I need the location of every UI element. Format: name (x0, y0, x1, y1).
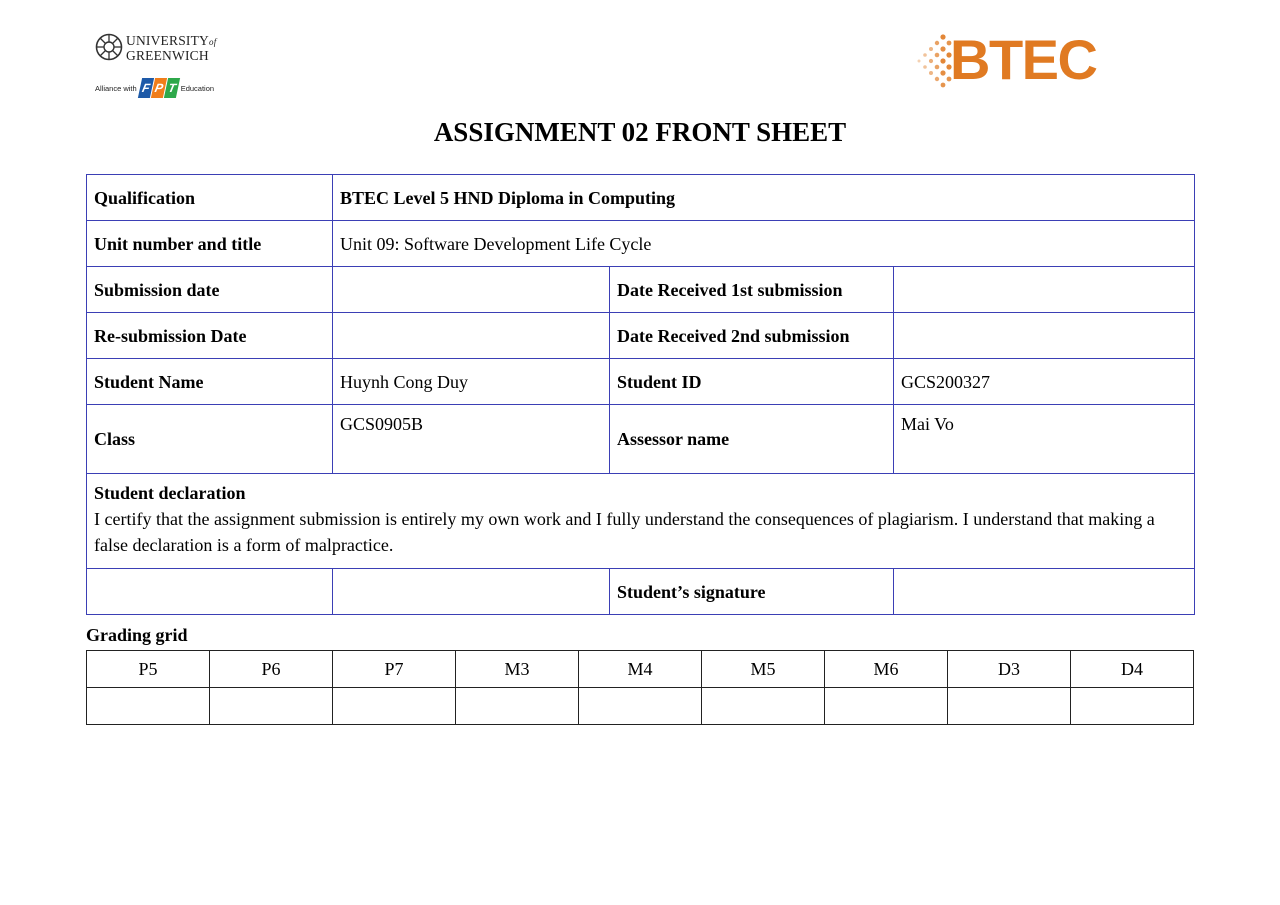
submission-date-row (87, 267, 1195, 313)
unit-label: Unit number and title (87, 221, 333, 267)
criterion-cell: M4 (579, 651, 702, 688)
grade-cell (702, 688, 825, 725)
date-received-2-label: Date Received 2nd submission (610, 313, 894, 359)
criterion-cell: P5 (87, 651, 210, 688)
criterion-cell: D4 (1071, 651, 1194, 688)
date-received-1-value (894, 267, 1195, 313)
declaration-cell (87, 474, 1195, 569)
fpt-letter-f: F (138, 78, 154, 98)
class-value: GCS0905B (333, 405, 610, 474)
resubmission-date-value (333, 313, 610, 359)
qualification-value: BTEC Level 5 HND Diploma in Computing (333, 175, 1195, 221)
class-label: Class (87, 405, 333, 474)
signature-value (894, 569, 1195, 615)
signature-blank-2 (333, 569, 610, 615)
university-of-greenwich-logo (95, 33, 225, 99)
declaration-text: I certify that the assignment submission is entirely my own work and I fully understand the consequences of plagiarism. I understand that making a false declaration is a form of malpractice. (94, 509, 1155, 555)
assessor-label: Assessor name (610, 405, 894, 474)
criteria-row (87, 651, 1194, 688)
fpt-letter-t: T (164, 78, 180, 98)
criterion-cell: M3 (456, 651, 579, 688)
date-received-2-value (894, 313, 1195, 359)
btec-dots-icon (915, 33, 955, 91)
submission-date-label: Submission date (87, 267, 333, 313)
grade-cell (948, 688, 1071, 725)
signature-row (87, 569, 1195, 615)
alliance-prefix: Alliance with (95, 83, 137, 93)
criterion-cell: D3 (948, 651, 1071, 688)
criterion-cell: P7 (333, 651, 456, 688)
qualification-label: Qualification (87, 175, 333, 221)
page-title: ASSIGNMENT 02 FRONT SHEET (433, 117, 847, 147)
grade-cell (333, 688, 456, 725)
fpt-letter-p: P (151, 78, 167, 98)
grades-row (87, 688, 1194, 725)
fpt-logo (140, 78, 178, 98)
grade-cell (87, 688, 210, 725)
declaration-heading: Student declaration (94, 483, 246, 503)
btec-wordmark: BTEC (950, 28, 1097, 91)
class-row (87, 405, 1195, 474)
signature-label: Student’s signature (610, 569, 894, 615)
university-name: UNIVERSITYof GREENWICH (126, 33, 217, 63)
submission-date-value (333, 267, 610, 313)
qualification-row (87, 175, 1195, 221)
unit-value: Unit 09: Software Development Life Cycle (333, 221, 1195, 267)
grade-cell (825, 688, 948, 725)
criterion-cell: M5 (702, 651, 825, 688)
resubmission-date-row (87, 313, 1195, 359)
fpt-alliance (95, 77, 214, 99)
btec-logo (915, 28, 1105, 93)
criterion-cell: M6 (825, 651, 948, 688)
grade-cell (579, 688, 702, 725)
grading-grid-table (86, 650, 1194, 725)
alliance-suffix: Education (180, 83, 215, 93)
resubmission-date-label: Re-submission Date (87, 313, 333, 359)
grade-cell (210, 688, 333, 725)
student-id-label: Student ID (610, 359, 894, 405)
student-name-label: Student Name (87, 359, 333, 405)
student-id-value: GCS200327 (894, 359, 1195, 405)
unit-row (87, 221, 1195, 267)
grade-cell (456, 688, 579, 725)
declaration-row (87, 474, 1195, 569)
university-seal-icon (95, 33, 123, 61)
student-name-value: Huynh Cong Duy (333, 359, 610, 405)
grade-cell (1071, 688, 1194, 725)
front-sheet-table (86, 174, 1195, 615)
grading-grid-label: Grading grid (86, 625, 188, 645)
criterion-cell: P6 (210, 651, 333, 688)
assessor-value: Mai Vo (894, 405, 1195, 474)
signature-blank-1 (87, 569, 333, 615)
date-received-1-label: Date Received 1st submission (610, 267, 894, 313)
student-row (87, 359, 1195, 405)
